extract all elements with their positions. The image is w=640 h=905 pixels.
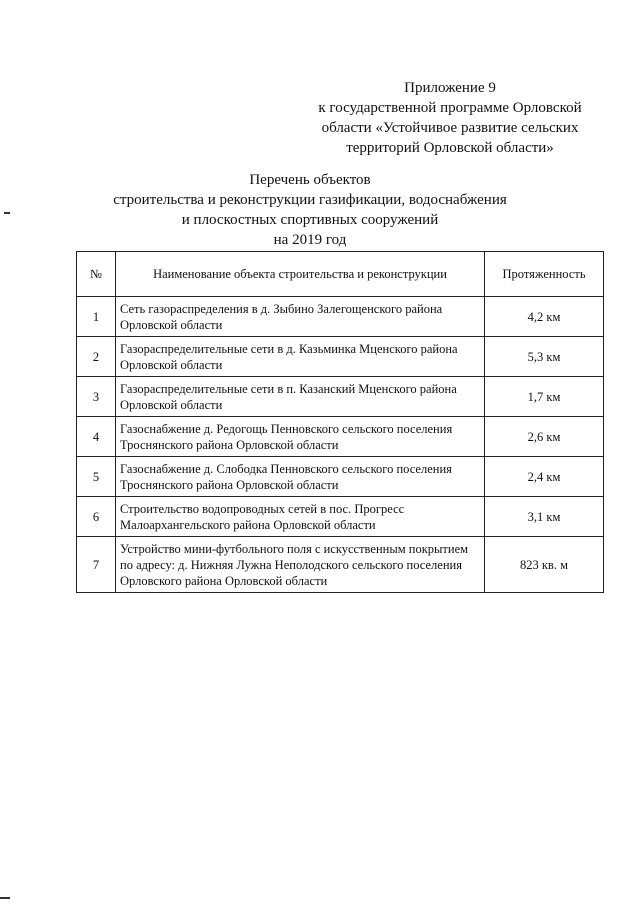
row-length: 2,4 км <box>485 457 604 497</box>
objects-table <box>76 251 604 593</box>
header-length: Протяженность <box>485 252 604 297</box>
row-num: 7 <box>77 537 116 593</box>
row-name: Газоснабжение д. Редогощь Пенновского сельского поселения Троснянского района Орловской области <box>116 417 485 457</box>
title-line: строительства и реконструкции газификации, водоснабжения <box>113 192 507 208</box>
table-row <box>77 297 604 337</box>
scan-mark <box>4 212 10 214</box>
header-name: Наименование объекта строительства и реконструкции <box>116 252 485 297</box>
row-num: 1 <box>77 297 116 337</box>
scan-mark <box>0 897 10 899</box>
header-num: № <box>77 252 116 297</box>
row-num: 5 <box>77 457 116 497</box>
table-row <box>77 417 604 457</box>
row-length: 5,3 км <box>485 337 604 377</box>
row-length: 2,6 км <box>485 417 604 457</box>
table-row <box>77 457 604 497</box>
title-line: Перечень объектов <box>249 172 371 188</box>
row-length: 4,2 км <box>485 297 604 337</box>
table-row <box>77 377 604 417</box>
row-num: 3 <box>77 377 116 417</box>
row-num: 6 <box>77 497 116 537</box>
table-header-row <box>77 252 604 297</box>
table-row <box>77 497 604 537</box>
row-name: Устройство мини-футбольного поля с искусственным покрытием по адресу: д. Нижняя Лужна Неполодского сельского поселения Орловского района Орловской области <box>116 537 485 593</box>
row-name: Строительство водопроводных сетей в пос. Прогресс Малоархангельского района Орловской области <box>116 497 485 537</box>
row-length: 1,7 км <box>485 377 604 417</box>
row-name: Газораспределительные сети в д. Казьминка Мценского района Орловской области <box>116 337 485 377</box>
row-name: Газораспределительные сети в п. Казанский Мценского района Орловской области <box>116 377 485 417</box>
table-row <box>77 337 604 377</box>
row-name: Сеть газораспределения в д. Зыбино Залегощенского района Орловской области <box>116 297 485 337</box>
row-length: 3,1 км <box>485 497 604 537</box>
title-line: на 2019 год <box>273 232 347 248</box>
appendix-line: Приложение 9 <box>404 80 496 96</box>
appendix-header <box>300 78 600 158</box>
appendix-line: области «Устойчивое развитие сельских <box>321 120 579 136</box>
table-row <box>77 537 604 593</box>
title-line: и плоскостных спортивных сооружений <box>181 212 439 228</box>
document-title <box>100 170 520 250</box>
appendix-line: к государственной программе Орловской <box>318 100 582 116</box>
row-num: 2 <box>77 337 116 377</box>
row-length: 823 кв. м <box>485 537 604 593</box>
row-name: Газоснабжение д. Слободка Пенновского сельского поселения Троснянского района Орловской области <box>116 457 485 497</box>
appendix-line: территорий Орловской области» <box>346 140 554 156</box>
row-num: 4 <box>77 417 116 457</box>
